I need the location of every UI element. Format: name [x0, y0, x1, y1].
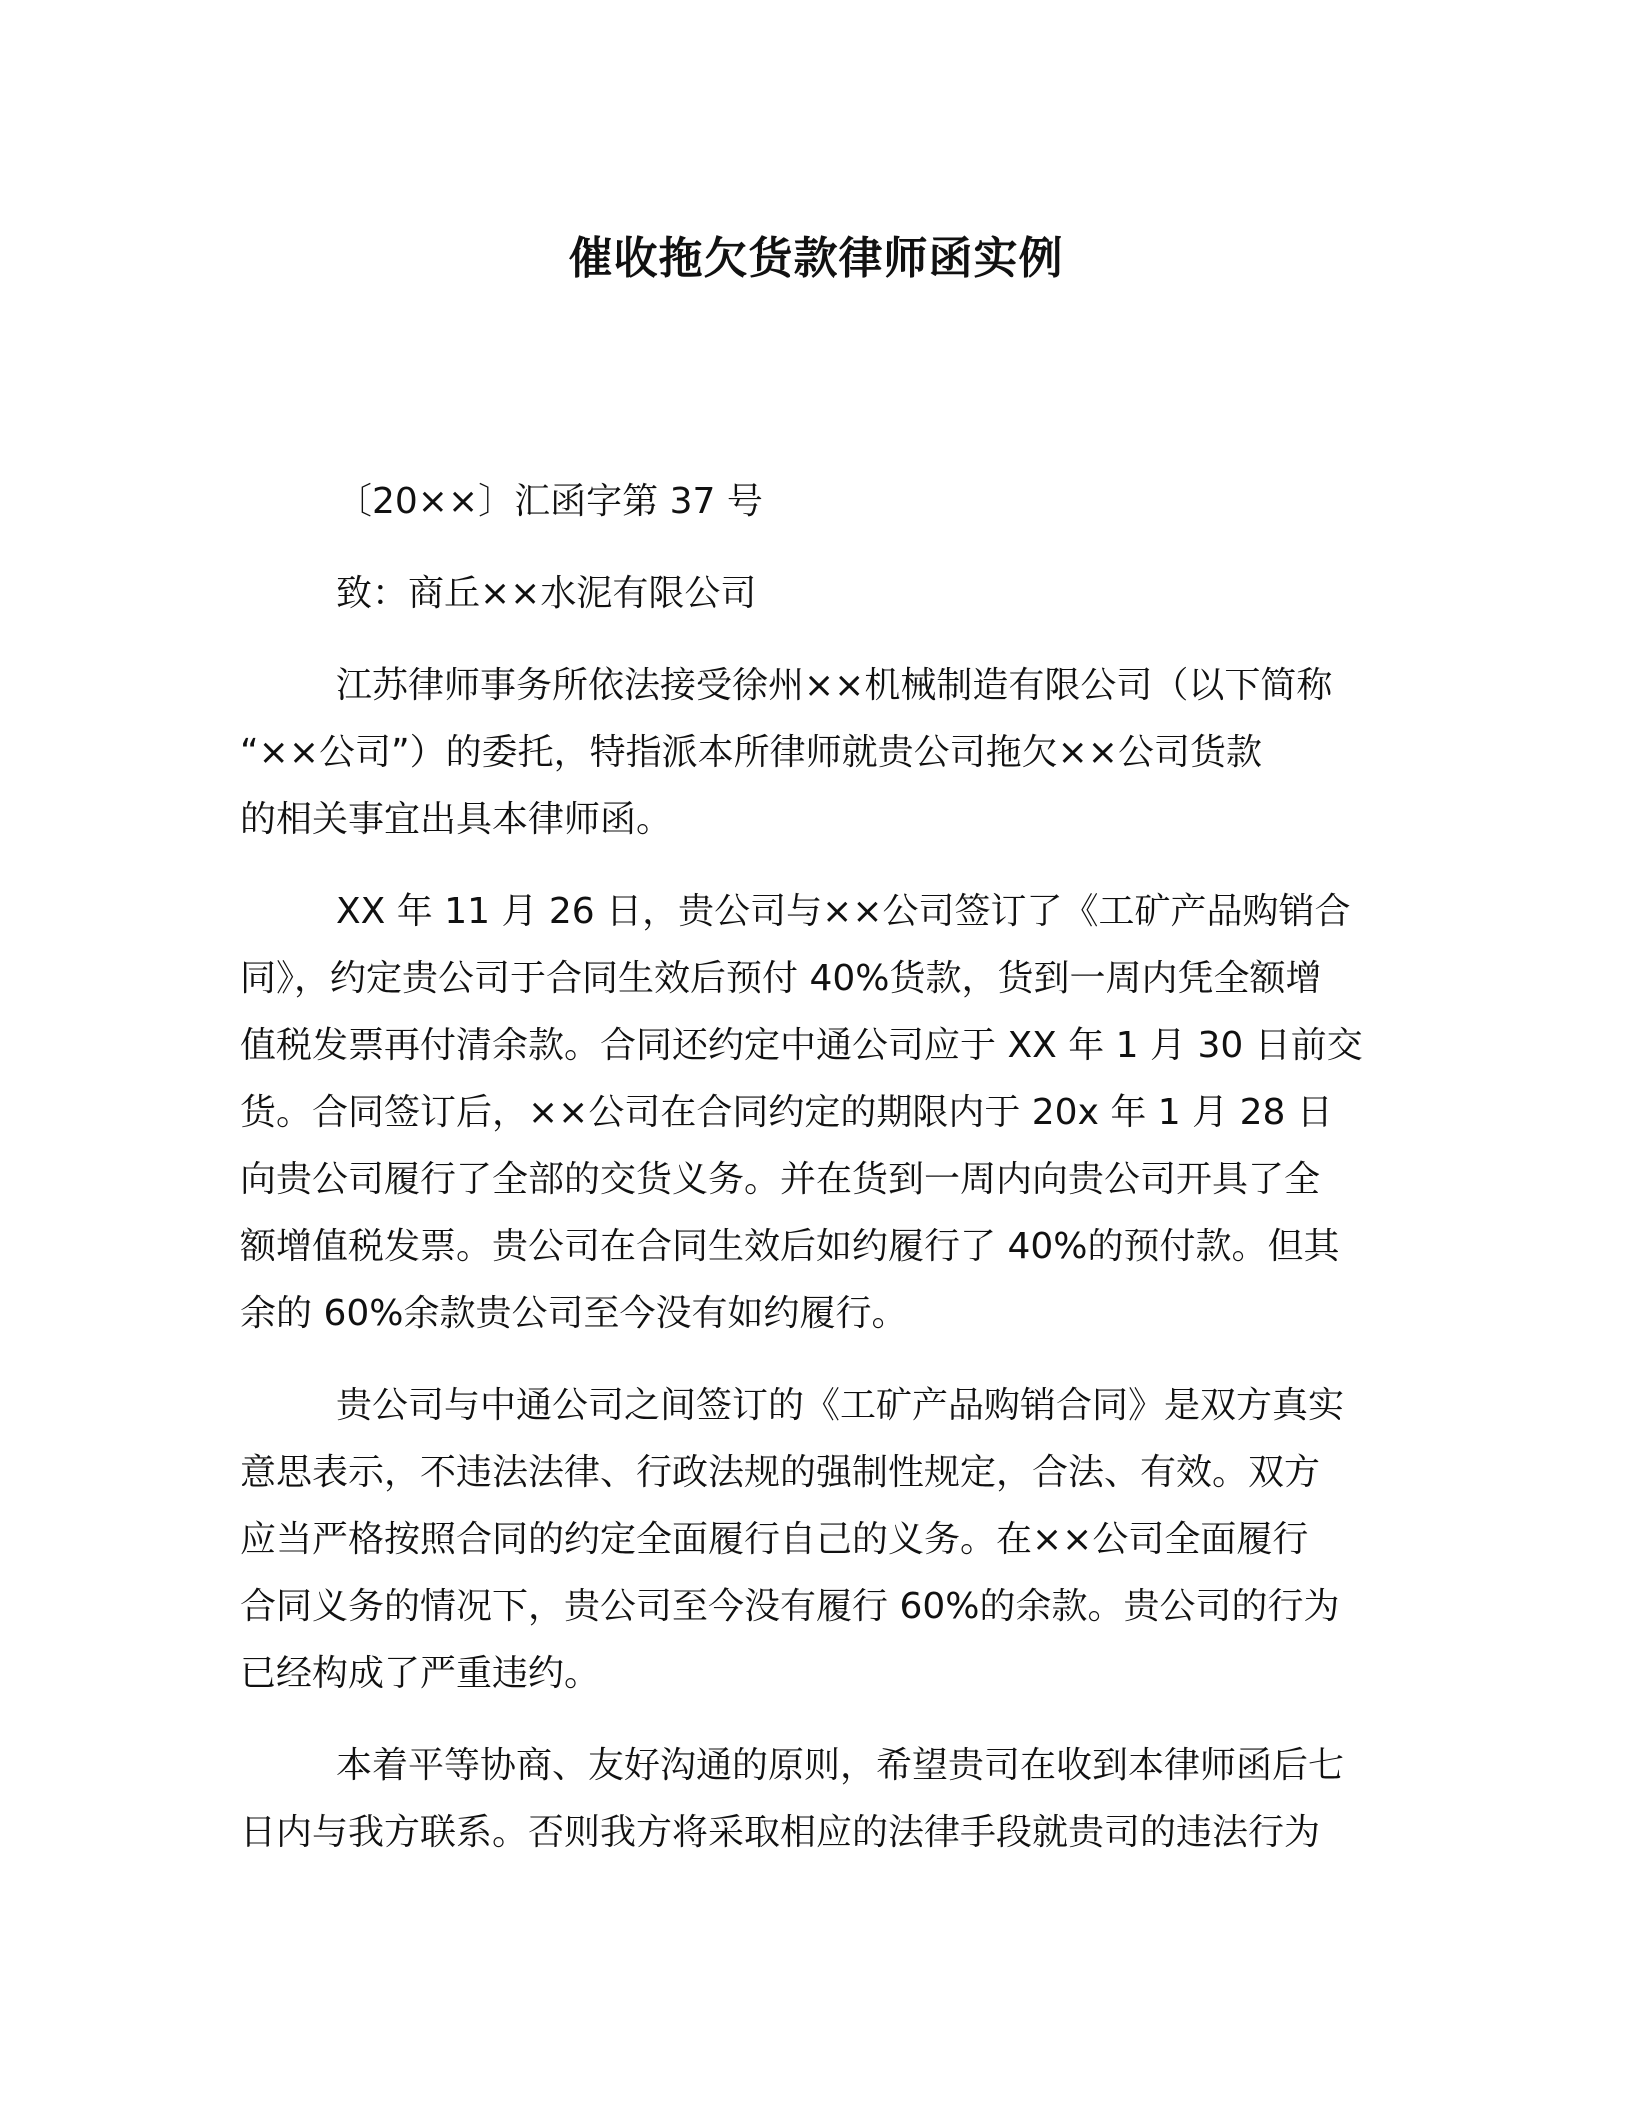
- paragraph-line: 日内与我方联系。否则我方将采取相应的法律手段就贵司的违法行为: [240, 1812, 1321, 1853]
- paragraph-line: 本着平等协商、友好沟通的原则，希望贵司在收到本律师函后七: [336, 1745, 1345, 1786]
- body-paragraph: [240, 878, 1392, 1347]
- letter-body: [240, 468, 1392, 1891]
- paragraph-line: 应当严格按照合同的约定全面履行自己的义务。在××公司全面履行: [240, 1519, 1309, 1560]
- paragraph-line: 江苏律师事务所依法接受徐州××机械制造有限公司（以下简称: [336, 665, 1333, 706]
- body-paragraph: [240, 1732, 1392, 1866]
- paragraph-line: 值税发票再付清余款。合同还约定中通公司应于 XX 年 1 月 30 日前交: [240, 1025, 1363, 1066]
- body-paragraph: [240, 1372, 1392, 1707]
- paragraph-line: 向贵公司履行了全部的交货义务。并在货到一周内向贵公司开具了全: [240, 1159, 1321, 1200]
- paragraph-line: 额增值税发票。贵公司在合同生效后如约履行了 40%的预付款。但其: [240, 1226, 1340, 1267]
- paragraph-line: 同》，约定贵公司于合同生效后预付 40%货款，货到一周内凭全额增: [240, 958, 1322, 999]
- reference-number: 〔20××〕汇函字第 37 号: [336, 481, 763, 522]
- paragraph-line: 余的 60%余款贵公司至今没有如约履行。: [240, 1293, 908, 1334]
- paragraph-line: 的相关事宜出具本律师函。: [240, 799, 673, 840]
- paragraph-line: “××公司”）的委托，特指派本所律师就贵公司拖欠××公司货款: [240, 732, 1262, 773]
- paragraph-line: 贵公司与中通公司之间签订的《工矿产品购销合同》是双方真实: [336, 1385, 1345, 1426]
- document-title: 催收拖欠货款律师函实例: [568, 233, 1064, 284]
- body-paragraph: [240, 652, 1392, 853]
- paragraph-line: 已经构成了严重违约。: [240, 1653, 601, 1694]
- paragraph-line: 货。合同签订后，××公司在合同约定的期限内于 20x 年 1 月 28 日: [240, 1092, 1333, 1133]
- paragraph-line: 合同义务的情况下，贵公司至今没有履行 60%的余款。贵公司的行为: [240, 1586, 1340, 1627]
- paragraph-line: 意思表示，不违法法律、行政法规的强制性规定，合法、有效。双方: [240, 1452, 1321, 1493]
- paragraph-line: XX 年 11 月 26 日，贵公司与××公司签订了《工矿产品购销合: [336, 891, 1351, 932]
- recipient-line: 致：商丘××水泥有限公司: [336, 573, 757, 614]
- paragraph-list: [240, 652, 1392, 1866]
